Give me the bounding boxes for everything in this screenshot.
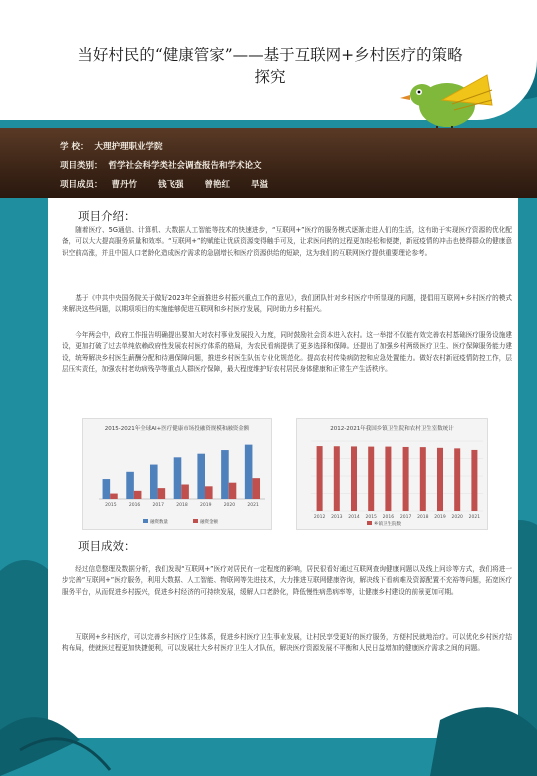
member-name: 旱溢 xyxy=(250,180,268,190)
chart-svg xyxy=(83,419,273,531)
bar xyxy=(420,447,426,511)
legend-label: 融资数量 xyxy=(150,520,168,525)
bar xyxy=(150,465,158,499)
bar xyxy=(229,483,237,499)
bar xyxy=(126,472,134,499)
legend-label: 融资金额 xyxy=(200,520,218,525)
page-title: 当好村民的“健康管家”——基于互联网+乡村医疗的策略探究 xyxy=(77,46,463,86)
member-name: 钱飞强 xyxy=(157,180,184,190)
school-line xyxy=(60,140,168,152)
category-value: 哲学社会科学类社会调查报告和学术论文 xyxy=(108,161,262,171)
tick-label: 2018 xyxy=(417,515,429,520)
bar xyxy=(158,488,166,499)
intro-paragraph: 随着医疗、5G通信、计算机、大数据人工智能等技术的快速进步，“互联网+”医疗的服务模式逐渐走进人们的生活，这有助于实现医疗资源的优化配备，可以大大提高服务质量和效率。“互联网+”的赋能让优质资源变得触手可及，让求医问药的过程更加轻松和便捷，新冠疫情的冲击也使得群众的健康意识空前高涨，并且中国人口老龄化造成医疗需求的急剧增长和医疗资源供给的短缺，这为我们的互联网医疗提供重要理论参考。 xyxy=(62,226,512,257)
chart-svg xyxy=(297,419,489,531)
legend-swatch xyxy=(143,519,148,523)
outcome-heading: 项目成效： xyxy=(78,539,136,553)
legend-label: 乡镇卫生院数 xyxy=(374,522,401,527)
leaf-decoration xyxy=(0,690,537,776)
bar xyxy=(317,446,323,511)
members-line xyxy=(60,178,274,190)
intro-heading: 项目介绍： xyxy=(78,209,136,223)
bar xyxy=(252,478,260,499)
school-value: 大理护理职业学院 xyxy=(94,142,163,152)
tick-label: 2018 xyxy=(176,503,188,508)
bar xyxy=(110,494,118,499)
tick-label: 2016 xyxy=(382,515,395,520)
intro-paragraph: 基于《中共中央国务院关于做好2023年全面推进乡村振兴重点工作的意见》，我们团队针对乡村医疗中所显现的问题，提倡用互联网+乡村医疗的模式来解决这些问题，以期项项目的实施能够促进互联网和乡村医疗发展，同时助力乡村振兴。 xyxy=(62,294,512,314)
outcome-paragraph: 互联网+乡村医疗，可以完善乡村医疗卫生体系，促进乡村医疗卫生事业发展，让村民享受更好的医疗服务，方便村民就地治疗。可以优化乡村医疗结构布局，使就医过程更加快捷便利，可以发展壮大乡村医疗卫生人才队伍，解决医疗资源发展不平衡和人民日益增加的健康医疗需求之间的问题。 xyxy=(62,633,512,653)
chart-township-clinics xyxy=(296,418,488,530)
tick-label: 2012 xyxy=(313,515,326,520)
tick-label: 2021 xyxy=(468,515,481,520)
tick-label: 2021 xyxy=(247,503,259,508)
member-name: 曾艳红 xyxy=(204,180,230,190)
bar xyxy=(351,446,357,511)
chart-title: 2012-2021年我国乡镇卫生院和农村卫生室数统计 xyxy=(330,426,454,432)
bar xyxy=(174,457,182,499)
bar xyxy=(403,447,409,511)
bar xyxy=(221,450,229,499)
school-label: 学 校： xyxy=(60,142,89,152)
tick-label: 2016 xyxy=(128,503,141,508)
bar xyxy=(454,448,460,511)
bar xyxy=(334,446,340,511)
outcome-paragraph: 经过信息整理及数据分析，我们发现“互联网+”医疗对居民有一定程度的影响，居民很看好通过互联网查询健康问题以及线上问诊等方式，我们将进一步完善“互联网+”医疗服务，利用大数据、人工智能、物联网等先进技术，大力推进互联网健康咨询，解决线下看病难及资源配置不充裕等问题，拓宽医疗服务平台，从而促进乡村振兴，促进乡村经济的可持续发展，缓解人口老龄化，降低慢性病患病率等，让健康乡村建设的前景更加可期。 xyxy=(62,565,512,596)
tick-label: 2013 xyxy=(331,515,343,520)
bar xyxy=(437,448,443,511)
tick-label: 2020 xyxy=(451,515,463,520)
tick-label: 2014 xyxy=(348,515,360,520)
tick-label: 2020 xyxy=(223,503,236,508)
legend-swatch xyxy=(193,519,198,523)
member-name: 曹丹竹 xyxy=(111,180,137,190)
bar xyxy=(134,491,142,499)
chart-ai-healthcare xyxy=(82,418,272,530)
bar xyxy=(181,485,189,500)
tick-label: 2015 xyxy=(105,503,117,508)
intro-paragraph: 今年两会中，政府工作报告明确提出要加大对农村事业发展投入力度，同时鼓励社会资本进入农村。这一举措不仅能有效完善农村基础医疗服务设施建设，更加打破了过去单纯依赖政府性发展农村医疗体系的格局，为农民看病提供了更多选择和保障。还提出了加强乡村两级医疗卫生、医疗保障服务能力建设，统筹解决乡村医生薪酬分配和待遇保障问题，推进乡村医生队伍专业化规范化。提高农村传染病防控和应急处置能力。做好农村新冠疫情防控工作，层层压实责任，加强农村老幼病残孕等重点人群医疗保障，最大程度维护好农村居民身体健康和正常生产生活秩序。 xyxy=(62,331,512,373)
bar xyxy=(103,479,111,499)
members-label: 项目成员： xyxy=(60,180,103,190)
category-line xyxy=(60,159,268,171)
tick-label: 2019 xyxy=(199,503,212,508)
bar xyxy=(385,447,391,511)
chart-title: 2015-2021年全球AI+医疗健康市场投融资规模和融资金额 xyxy=(104,426,250,432)
tick-label: 2017 xyxy=(152,503,165,508)
legend-swatch xyxy=(367,521,372,525)
tick-label: 2015 xyxy=(365,515,377,520)
category-label: 项目类别： xyxy=(60,161,103,171)
bar xyxy=(197,454,205,499)
tick-label: 2019 xyxy=(434,515,446,520)
bar xyxy=(245,445,253,499)
tick-label: 2017 xyxy=(399,515,412,520)
bar xyxy=(471,450,477,511)
bar xyxy=(368,447,374,511)
bar xyxy=(205,486,213,499)
